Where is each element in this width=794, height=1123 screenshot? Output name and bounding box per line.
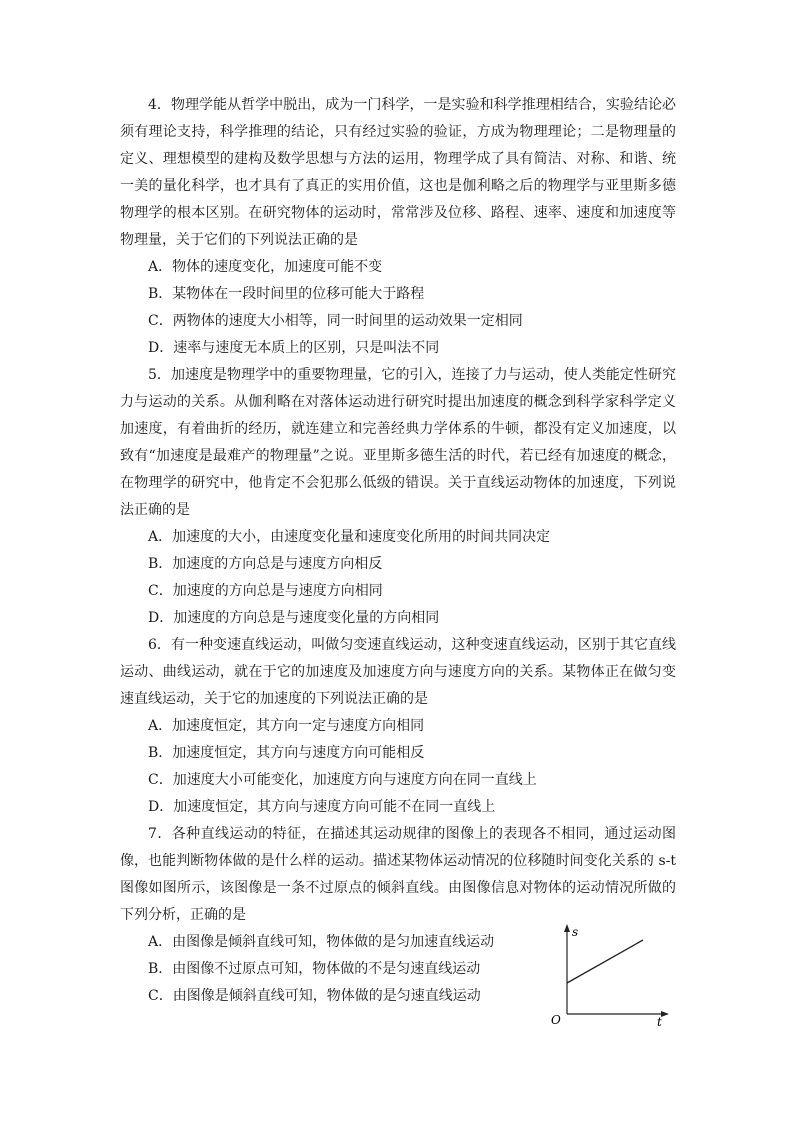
option-c: C．两物体的速度大小相等，同一时间里的运动效果一定相同 xyxy=(148,313,523,329)
s-t-line xyxy=(567,940,643,983)
y-axis-arrow-icon xyxy=(564,924,570,932)
option-a: A．由图像是倾斜直线可知，物体做的是匀加速直线运动 xyxy=(148,934,495,950)
option-d: D．速率与速度无本质上的区别，只是叫法不同 xyxy=(148,340,440,356)
question-stem: 7．各种直线运动的特征，在描述其运动规律的图像上的表现各不相同，通过运动图像，也能判断物体做的是什么样的运动。描述某物体运动情况的位移随时间变化关系的 s-t 图像如图所示，该图像是一条不过原点的倾斜直线。由图像信息对物体的运动情况所做的下列分析，正确的是 xyxy=(120,826,676,923)
option-a: A．加速度恒定，其方向一定与速度方向相同 xyxy=(148,718,425,734)
x-axis-arrow-icon xyxy=(661,1011,669,1017)
option-a: A．加速度的大小，由速度变化量和速度变化所用的时间共同决定 xyxy=(148,529,551,545)
option-b: B．某物体在一段时间里的位移可能大于路程 xyxy=(148,286,425,302)
option-a: A．物体的速度变化，加速度可能不变 xyxy=(148,259,383,275)
question-4 xyxy=(120,92,676,362)
s-t-graph xyxy=(545,922,675,1030)
question-5 xyxy=(120,362,676,632)
option-b: B．加速度恒定，其方向与速度方向可能相反 xyxy=(148,745,425,761)
question-stem: 6．有一种变速直线运动，叫做匀变速直线运动，这种变速直线运动，区别于其它直线运动、曲线运动，就在于它的加速度及加速度方向与速度方向的关系。某物体正在做匀变速直线运动，关于它的加速度的下列说法正确的是 xyxy=(120,637,676,707)
option-b: B．加速度的方向总是与速度方向相反 xyxy=(148,556,383,572)
option-c: C．由图像是倾斜直线可知，物体做的是匀速直线运动 xyxy=(148,988,481,1004)
question-stem: 5．加速度是物理学中的重要物理量，它的引入，连接了力与运动，使人类能定性研究力与运动的关系。从伽利略在对落体运动进行研究时提出加速度的概念到科学家科学定义加速度，有着曲折的经历，就连建立和完善经典力学体系的牛顿，都没有定义加速度，以致有“加速度是最难产的物理量”之说。亚里斯多德生活的时代，若已经有加速度的概念，在物理学的研究中，他肯定不会犯那么低级的错误。关于直线运动物体的加速度，下列说法正确的是 xyxy=(120,367,676,518)
origin-label: O xyxy=(551,1013,561,1027)
question-6 xyxy=(120,632,676,821)
option-b: B．由图像不过原点可知，物体做的不是匀速直线运动 xyxy=(148,961,481,977)
option-d: D．加速度恒定，其方向与速度方向可能不在同一直线上 xyxy=(148,799,496,815)
question-stem: 4．物理学能从哲学中脱出，成为一门科学，一是实验和科学推理相结合，实验结论必须有理论支持，科学推理的结论，只有经过实验的验证，方成为物理理论；二是物理量的定义、理想模型的建构及数学思想与方法的运用，物理学成了具有简洁、对称、和谐、统一美的量化科学，也才具有了真正的实用价值，这也是伽利略之后的物理学与亚里斯多德物理学的根本区别。在研究物体的运动时，常常涉及位移、路程、速率、速度和加速度等物理量，关于它们的下列说法正确的是 xyxy=(120,97,676,248)
y-axis-label: s xyxy=(572,925,579,939)
option-c: C．加速度的方向总是与速度方向相同 xyxy=(148,583,383,599)
question-sheet xyxy=(120,92,676,1010)
option-d: D．加速度的方向总是与速度变化量的方向相同 xyxy=(148,610,440,626)
x-axis-label: t xyxy=(657,1015,662,1029)
option-c: C．加速度大小可能变化，加速度方向与速度方向在同一直线上 xyxy=(148,772,537,788)
